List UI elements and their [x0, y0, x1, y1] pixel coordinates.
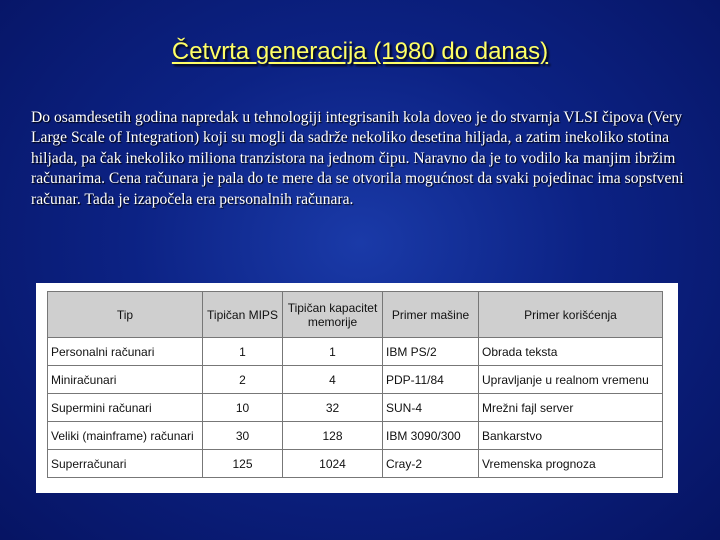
cell-memorija: 1: [283, 338, 383, 366]
cell-koriscenje: Upravljanje u realnom vremenu: [479, 366, 663, 394]
table-row: [48, 450, 663, 478]
table-row: [48, 366, 663, 394]
table-header-row: [48, 292, 663, 338]
cell-tip: Supermini računari: [48, 394, 203, 422]
cell-masina: Cray-2: [383, 450, 479, 478]
cell-masina: SUN-4: [383, 394, 479, 422]
slide-title: Četvrta generacija (1980 do danas): [171, 38, 549, 65]
header-memorija: Tipičan kapacitet memorije: [283, 292, 383, 338]
table-image: [36, 283, 678, 493]
cell-tip: Personalni računari: [48, 338, 203, 366]
header-primer-masine: Primer mašine: [383, 292, 479, 338]
computer-types-table: [47, 291, 663, 478]
cell-memorija: 1024: [283, 450, 383, 478]
header-mips: Tipičan MIPS: [203, 292, 283, 338]
cell-mips: 1: [203, 338, 283, 366]
table-row: [48, 394, 663, 422]
cell-masina: IBM PS/2: [383, 338, 479, 366]
cell-mips: 10: [203, 394, 283, 422]
cell-mips: 2: [203, 366, 283, 394]
cell-tip: Miniračunari: [48, 366, 203, 394]
header-primer-koriscenja: Primer korišćenja: [479, 292, 663, 338]
cell-koriscenje: Vremenska prognoza: [479, 450, 663, 478]
cell-tip: Veliki (mainframe) računari: [48, 422, 203, 450]
header-tip: Tip: [48, 292, 203, 338]
table-row: [48, 422, 663, 450]
cell-memorija: 4: [283, 366, 383, 394]
cell-memorija: 32: [283, 394, 383, 422]
slide-paragraph: Do osamdesetih godina napredak u tehnologiji integrisanih kola doveo je do stvarnja VLSI čipova (Very Large Scale of Integration) koji su mogli da sadrže nekoliko desetina hiljada, a zatim inekoliko stotina hiljada, pa čak inekoliko miliona tranzistora na jednom čipu. Naravno da je to vodilo ka manjim ibržim računarima. Cena računara je pala do te mere da se otvorila mogućnost da svaki pojedinac ima sopstveni računar. Tada je izapočela era personalnih računara.: [31, 109, 684, 208]
cell-tip: Superračunari: [48, 450, 203, 478]
cell-masina: PDP-11/84: [383, 366, 479, 394]
cell-koriscenje: Bankarstvo: [479, 422, 663, 450]
cell-koriscenje: Mrežni fajl server: [479, 394, 663, 422]
cell-koriscenje: Obrada teksta: [479, 338, 663, 366]
table-row: [48, 338, 663, 366]
cell-mips: 30: [203, 422, 283, 450]
cell-masina: IBM 3090/300: [383, 422, 479, 450]
cell-mips: 125: [203, 450, 283, 478]
cell-memorija: 128: [283, 422, 383, 450]
